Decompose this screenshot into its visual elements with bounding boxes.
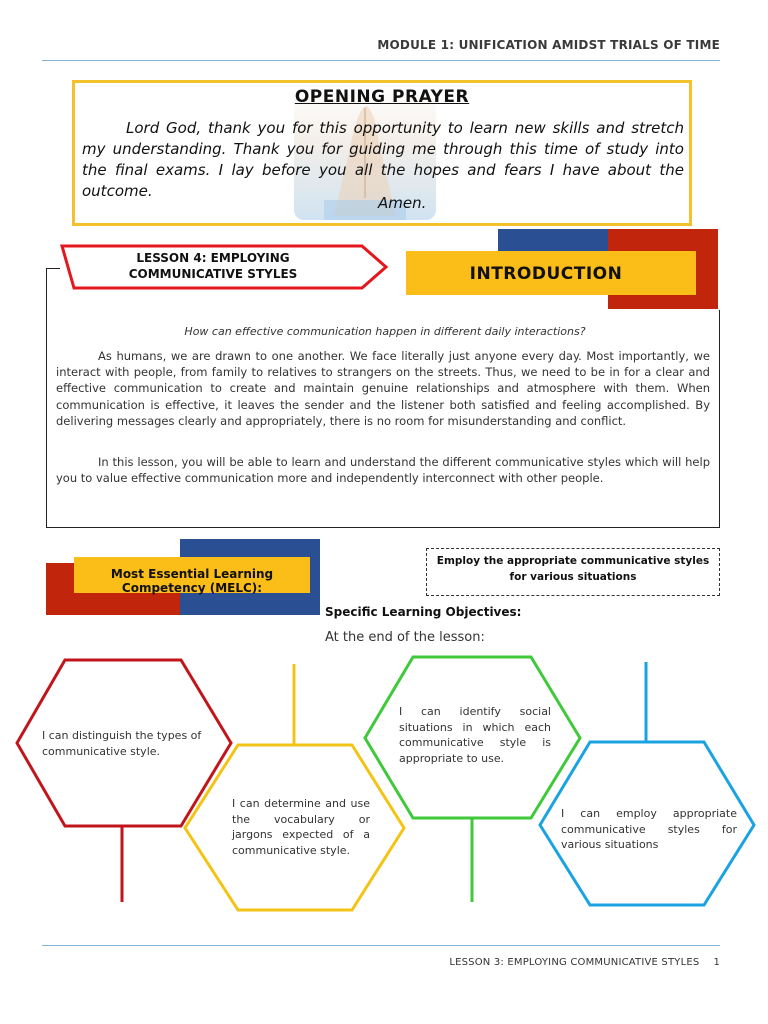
- intro-paragraph-1: As humans, we are drawn to one another. We face literally just anyone every day. Most importantly, we interact with people, from family to relatives to strangers on the streets. Thus, we need to be in for a clear and effective communication to create and maintain genuine relationships and atmosphere with them. When communication is effective, it leaves the sender and the listener both satisfied and feeling accomplished. By delivering messages clearly and appropriately, there is no room for misunderstanding and conflict.: [56, 349, 710, 428]
- prayer-amen: Amen.: [378, 194, 427, 212]
- objective-3-text: I can identify social situations in which each communicative style is appropriate to use.: [399, 705, 551, 765]
- melc-label: Most Essential Learning Competency (MELC):: [110, 567, 274, 595]
- guiding-question: How can effective communication happen in different daily interactions?: [184, 325, 586, 338]
- footer-divider: [42, 945, 720, 946]
- lesson-number: LESSON 4: EMPLOYING: [136, 251, 290, 265]
- page-number: 1: [713, 957, 720, 968]
- footer: [449, 957, 720, 968]
- objectives-title: Specific Learning Objectives:: [325, 605, 522, 619]
- melc-competency: Employ the appropriate communicative styles for various situations: [436, 555, 710, 583]
- prayer-body: Lord God, thank you for this opportunity to learn new skills and stretch my understanding. Thank you for guiding me through this time of study into the final exams. I lay before you all the hopes and fears I have about the outcome.: [82, 119, 684, 200]
- lesson-title: COMMUNICATIVE STYLES: [128, 267, 298, 281]
- introduction-heading: INTRODUCTION: [469, 264, 623, 284]
- footer-lesson-title: LESSON 3: EMPLOYING COMMUNICATIVE STYLES: [449, 957, 700, 968]
- objectives-subtitle: At the end of the lesson:: [325, 630, 485, 645]
- module-title: MODULE 1: UNIFICATION AMIDST TRIALS OF TIME: [377, 38, 720, 52]
- intro-paragraph-2: In this lesson, you will be able to learn and understand the different communicative styles which will help you to value effective communication more and independently interconnect with other people.: [56, 455, 710, 486]
- objective-2-text: I can determine and use the vocabulary or jargons expected of a communicative style.: [232, 797, 370, 857]
- prayer-title: OPENING PRAYER: [294, 87, 470, 107]
- objective-4-text: I can employ appropriate communicative styles for various situations: [561, 807, 737, 851]
- objective-1-text: I can distinguish the types of communicative style.: [42, 729, 202, 758]
